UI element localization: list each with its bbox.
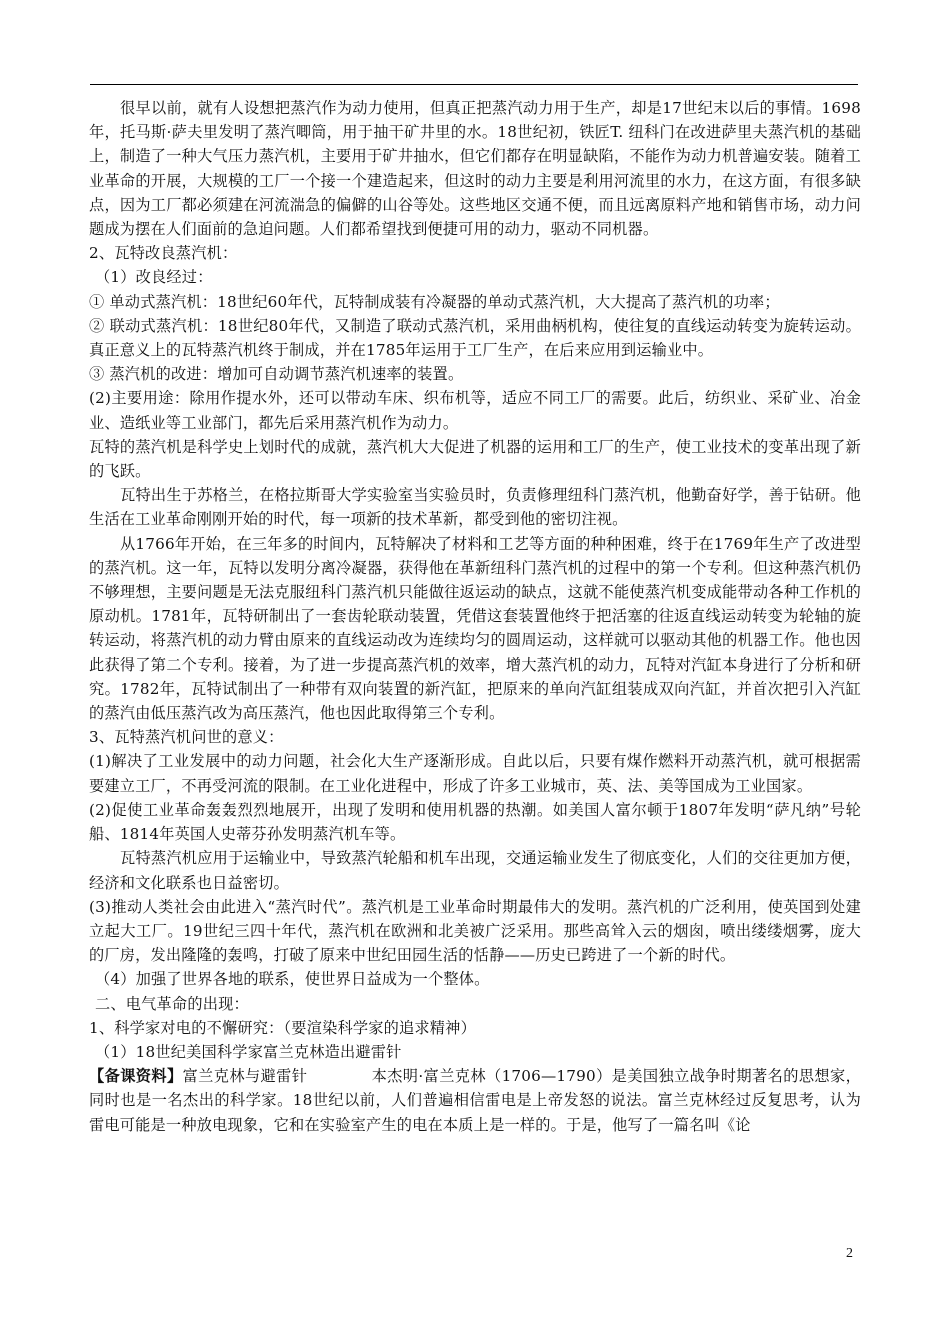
paragraph-transport: 瓦特蒸汽机应用于运输业中，导致蒸汽轮船和机车出现，交通运输业发生了彻底变化，人们的交往更加方便，经济和文化联系也日益密切。 [89,849,861,892]
subheading-improvement-process: （1）改良经过： [95,268,213,287]
paragraph-main-uses: (2)主要用途：除用作提水外，还可以带动车床、织布机等，适应不同工厂的需要。此后，纺织业、采矿业、冶金业、造纸业等工业部门，都先后采用蒸汽机作为动力。 [89,389,861,432]
paragraph-steam-history: 很早以前，就有人设想把蒸汽作为动力使用，但真正把蒸汽动力用于生产，却是17世纪末以后的事情。1698年，托马斯·萨夫里发明了蒸汽唧筒，用于抽干矿井里的水。18世纪初，铁匠T. 纽科门在改进萨里夫蒸汽机的基础上，制造了一种大气压力蒸汽机，主要用于矿井抽水，但它们都存在明显缺陷，不能作为动力机普遍安装。随着工业革命的开展，大规模的工厂一个接一个建造起来，但这时的动力主要是利用河流里的水力，在这方面，有很多缺点，因为工厂都必须建在河流湍急的偏僻的山谷等处。这些地区交通不便，而且远离原料产地和销售市场，动力问题成为摆在人们面前的急迫问题。人们都希望找到便捷可用的动力，驱动不同机器。 [89,99,861,239]
heading-significance: 3、瓦特蒸汽机问世的意义： [89,728,284,747]
paragraph-significance-4: （4）加强了世界各地的联系，使世界日益成为一个整体。 [95,970,490,989]
list-item-single-acting: ① 单动式蒸汽机：18世纪60年代，瓦特制成装有冷凝器的单动式蒸汽机，大大提高了蒸汽机的功率； [89,292,780,311]
list-item-double-acting: ② 联动式蒸汽机：18世纪80年代，又制造了联动式蒸汽机，采用曲柄机构，使往复的直线运动转变为旋转运动。真正意义上的瓦特蒸汽机终于制成，并在1785年运用于工厂生产，在后来应用到运输业中。 [89,316,861,360]
paragraph-significance-3: (3)推动人类社会由此进入“蒸汽时代”。蒸汽机是工业革命时期最伟大的发明。蒸汽机的广泛利用，使英国到处建立起大工厂。19世纪三四十年代，蒸汽机在欧洲和北美被广泛采用。那些高耸入云的烟囱，喷出缕缕烟雾，庞大的厂房，发出隆隆的轰鸣，打破了原来中世纪田园生活的恬静——历史已跨进了一个新的时代。 [89,897,861,965]
paragraph-watt-bio: 瓦特出生于苏格兰，在格拉斯哥大学实验室当实验员时，负责修理纽科门蒸汽机，他勤奋好学，善于钻研。他生活在工业革命刚刚开始的时代，每一项新的技术革新，都受到他的密切注视。 [89,486,861,529]
paragraph-significance-2: (2)促使工业革命轰轰烈烈地展开，出现了发明和使用机器的热潮。如美国人富尔顿于1807年发明“萨凡纳”号轮船、1814年英国人史蒂芬孙发明蒸汽机车等。 [89,800,861,844]
paragraph-significance-1: (1)解决了工业发展中的动力问题，社会化大生产逐渐形成。自此以后，只要有煤作燃料开动蒸汽机，就可根据需要建立工厂，不再受河流的限制。在工业化进程中，形成了许多工业城市，英、法、美等国成为工业国家。 [89,752,861,795]
page-number: 2 [846,1246,853,1261]
heading-watt-improvement: 2、瓦特改良蒸汽机： [89,244,238,263]
reference-label: 【备课资料】 [89,1067,183,1086]
body-text [89,96,861,1137]
list-item-improvement: ③ 蒸汽机的改进：增加可自动调节蒸汽机速率的装置。 [89,365,464,384]
heading-electric-revolution: 二、电气革命的出现： [95,994,249,1013]
paragraph-epoch-making: 瓦特的蒸汽机是科学史上划时代的成就，蒸汽机大大促进了机器的运用和工厂的生产，使工业技术的变革出现了新的飞跃。 [89,437,861,481]
header-rule [90,84,858,85]
subheading-franklin-lightning-rod: （1）18世纪美国科学家富兰克林造出避雷针 [95,1042,402,1061]
paragraph-reference-material [89,1064,861,1137]
reference-body: 本杰明·富兰克林（1706—1790）是美国独立战争时期著名的思想家，同时也是一名杰出的科学家。18世纪以前，人们普遍相信雷电是上帝发怒的说法。富兰克林经过反复思考，认为雷电可能是一种放电现象，它和在实验室产生的电在本质上是一样的。于是，他写了一篇名叫《论 [89,1067,861,1134]
heading-scientists-research: 1、科学家对电的不懈研究：（要渲染科学家的追求精神） [89,1018,476,1037]
reference-title: 富兰克林与避雷针 [182,1067,308,1086]
paragraph-watt-patents: 从1766年开始，在三年多的时间内，瓦特解决了材料和工艺等方面的种种困难，终于在1769年生产了改进型的蒸汽机。这一年，瓦特以发明分离冷凝器，获得他在革新纽科门蒸汽机的过程中的第一个专利。但这种蒸汽机仍不够理想，主要问题是无法克服纽科门蒸汽机只能做往返运动的缺点，这就不能使蒸汽机变成能带动各种工作机的原动机。1781年，瓦特研制出了一套齿轮联动装置，凭借这套装置他终于把活塞的往返直线运动转变为轮轴的旋转运动，将蒸汽机的动力臂由原来的直线运动改为连续均匀的圆周运动，这样就可以驱动其他的机器工作。他也因此获得了第二个专利。接着，为了进一步提高蒸汽机的效率，增大蒸汽机的动力，瓦特对汽缸本身进行了分析和研究。1782年，瓦特试制出了一种带有双向装置的新汽缸，把原来的单向汽缸组装成双向汽缸，并首次把引入汽缸的蒸汽由低压蒸汽改为高压蒸汽，他也因此取得第三个专利。 [89,534,861,723]
